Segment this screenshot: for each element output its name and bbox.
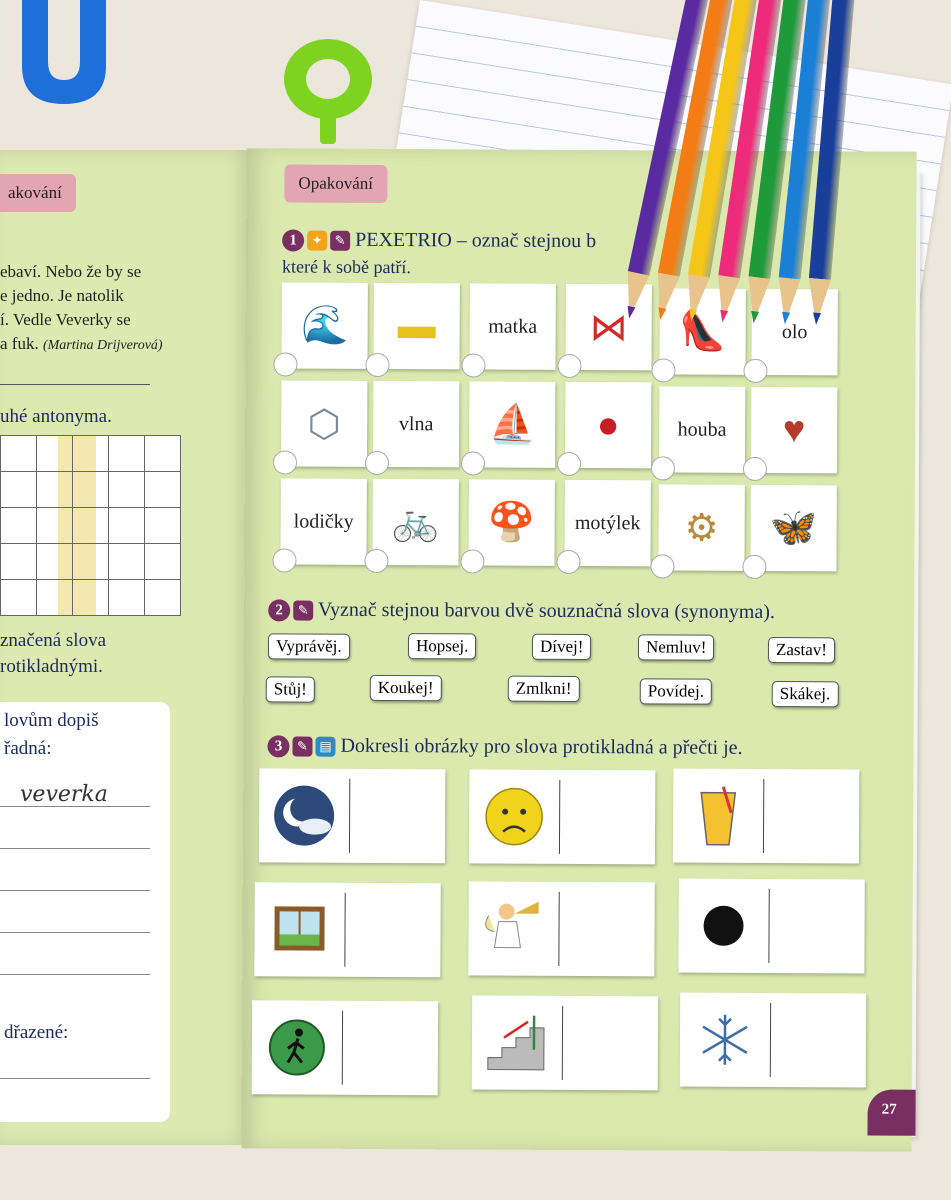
marking-circle[interactable] <box>461 451 485 475</box>
antonyma-heading: uhé antonyma. <box>0 406 112 427</box>
synonym-word[interactable]: Hopsej. <box>408 633 477 659</box>
marking-circle[interactable] <box>742 555 766 579</box>
pencil-icon: ✎ <box>292 737 312 757</box>
full-glass-icon <box>685 783 751 849</box>
water-wheel-icon: ⚙ <box>684 507 719 550</box>
word-card[interactable] <box>280 478 366 564</box>
paper-boats-icon: ⛵ <box>488 403 536 446</box>
walking-man-icon <box>264 1014 330 1080</box>
text-line: e jedno. Je natolik <box>0 286 124 305</box>
drawing-pair[interactable] <box>468 881 654 976</box>
drawing-pair[interactable] <box>673 768 859 863</box>
snowflake-icon <box>692 1007 758 1073</box>
card-word: lodičky <box>293 510 354 533</box>
task1-title: PEXETRIO – označ stejnou b <box>355 228 597 253</box>
marking-circle[interactable] <box>556 550 580 574</box>
drawing-pair[interactable] <box>472 995 658 1090</box>
box-line: řadná: <box>4 738 52 759</box>
drawing-pair[interactable] <box>678 879 864 974</box>
drawing-pair[interactable] <box>259 768 445 863</box>
synonym-word[interactable]: Skákej. <box>772 681 839 707</box>
task-number-badge: 2 <box>268 600 290 622</box>
marking-circle[interactable] <box>557 354 581 378</box>
synonym-word[interactable]: Koukej! <box>370 675 442 701</box>
marking-circle[interactable] <box>272 548 296 572</box>
text-line: ebaví. Nebo že by se <box>0 262 142 281</box>
drawing-pair[interactable] <box>252 1000 438 1095</box>
lightbulb-icon: ✦ <box>307 231 327 251</box>
word-card[interactable] <box>659 386 745 472</box>
synonym-word[interactable]: Zmlkni! <box>508 676 580 702</box>
bowtie-icon: ⋈ <box>589 306 628 349</box>
author: (Martina Drijverová) <box>42 338 163 353</box>
drawing-pair[interactable] <box>469 769 655 864</box>
bicycle-icon: 🚲 <box>391 501 440 544</box>
picture-card[interactable] <box>751 387 837 473</box>
word-card[interactable] <box>564 480 650 566</box>
marking-circle[interactable] <box>365 451 389 475</box>
task2-heading <box>268 598 775 624</box>
writing-box[interactable] <box>0 702 170 1122</box>
handwriting: veverka <box>20 782 108 807</box>
picture-card[interactable] <box>468 479 554 565</box>
text-line: í. Vedle Veverky se <box>0 310 131 329</box>
picture-card[interactable] <box>750 485 836 571</box>
picture-card[interactable] <box>658 484 744 570</box>
reading-icon: ▤ <box>315 737 335 757</box>
box-line: dřazené: <box>4 1022 69 1043</box>
text-line <box>0 334 163 354</box>
sad-face-icon <box>481 783 547 849</box>
card-word: olo <box>781 320 808 343</box>
synonym-word[interactable]: Dívej! <box>532 634 592 660</box>
task-number-badge: 1 <box>282 230 304 252</box>
page-number: 27 <box>881 1101 897 1118</box>
marking-circle[interactable] <box>557 452 581 476</box>
yarn-ball-icon: ● <box>596 404 620 447</box>
word-card[interactable] <box>373 381 459 467</box>
synonym-word[interactable]: Zastav! <box>768 637 835 663</box>
picture-card[interactable] <box>281 380 367 466</box>
marking-circle[interactable] <box>273 352 297 376</box>
black-dot-icon <box>690 893 756 959</box>
picture-card[interactable] <box>565 382 651 468</box>
drawing-pair[interactable] <box>254 882 440 977</box>
drawing-pair[interactable] <box>680 993 866 1088</box>
picture-card[interactable] <box>373 283 459 369</box>
task1-subtitle: které k sobě patří. <box>281 256 412 278</box>
pencil-icon: ✎ <box>293 601 313 621</box>
marked-words-line: značená slova <box>0 630 107 651</box>
marking-circle[interactable] <box>650 554 674 578</box>
card-word: vlna <box>398 412 434 435</box>
marking-circle[interactable] <box>364 549 388 573</box>
card-word: houba <box>677 418 727 441</box>
card-word: matka <box>488 315 538 338</box>
angel-trumpet-icon <box>480 895 546 961</box>
box-line: lovům dopiš <box>4 710 99 731</box>
synonym-word[interactable]: Nemluv! <box>638 634 715 660</box>
crossword-grid[interactable] <box>0 435 180 615</box>
synonym-word[interactable]: Povídej. <box>640 678 712 704</box>
synonym-word[interactable]: Stůj! <box>266 676 315 702</box>
letter-u-magnet <box>18 0 110 105</box>
text-last: a fuk. <box>0 334 39 353</box>
answer-line <box>0 384 150 385</box>
word-card[interactable] <box>469 283 555 369</box>
marking-circle[interactable] <box>651 456 675 480</box>
card-word: motýlek <box>574 511 641 534</box>
task1-heading <box>282 228 596 253</box>
mushroom-icon: 🍄 <box>487 501 536 544</box>
mother-child-icon: ♥ <box>782 409 806 452</box>
picture-card[interactable] <box>469 381 555 467</box>
pencil-icon: ✎ <box>330 231 350 251</box>
page-number-tab <box>867 1090 915 1136</box>
letter-q-magnet <box>278 34 378 146</box>
left-page <box>0 150 250 1145</box>
left-page-tab: akování <box>0 174 76 212</box>
moon-cloud-icon <box>271 782 337 848</box>
marking-circle[interactable] <box>743 457 767 481</box>
window-icon <box>266 896 332 962</box>
task3-heading <box>267 734 742 760</box>
sponge-icon: ▬ <box>397 305 436 348</box>
marking-circle[interactable] <box>365 353 389 377</box>
butterfly-icon: 🦋 <box>769 506 818 550</box>
task-number-badge: 3 <box>267 736 289 758</box>
shoe-icon: 👠 <box>678 310 727 353</box>
right-page-tab: Opakování <box>284 164 387 203</box>
marking-circle[interactable] <box>460 549 484 573</box>
picture-card[interactable] <box>281 282 367 368</box>
task2-title: Vyznač stejnou barvou dvě souznačná slova (synonyma). <box>317 598 775 624</box>
wave-icon: 🌊 <box>300 304 349 347</box>
marked-words-line: rotikladnými. <box>0 656 103 677</box>
marking-circle[interactable] <box>273 450 297 474</box>
nut-icon: ⬡ <box>307 403 341 446</box>
marking-circle[interactable] <box>461 353 485 377</box>
task3-title: Dokresli obrázky pro slova protikladná a přečti je. <box>340 734 743 759</box>
marking-circle[interactable] <box>743 359 767 383</box>
marking-circle[interactable] <box>651 358 675 382</box>
synonym-word[interactable]: Vyprávěj. <box>268 633 350 659</box>
picture-card[interactable] <box>372 479 458 565</box>
stairs-up-icon <box>484 1010 550 1076</box>
